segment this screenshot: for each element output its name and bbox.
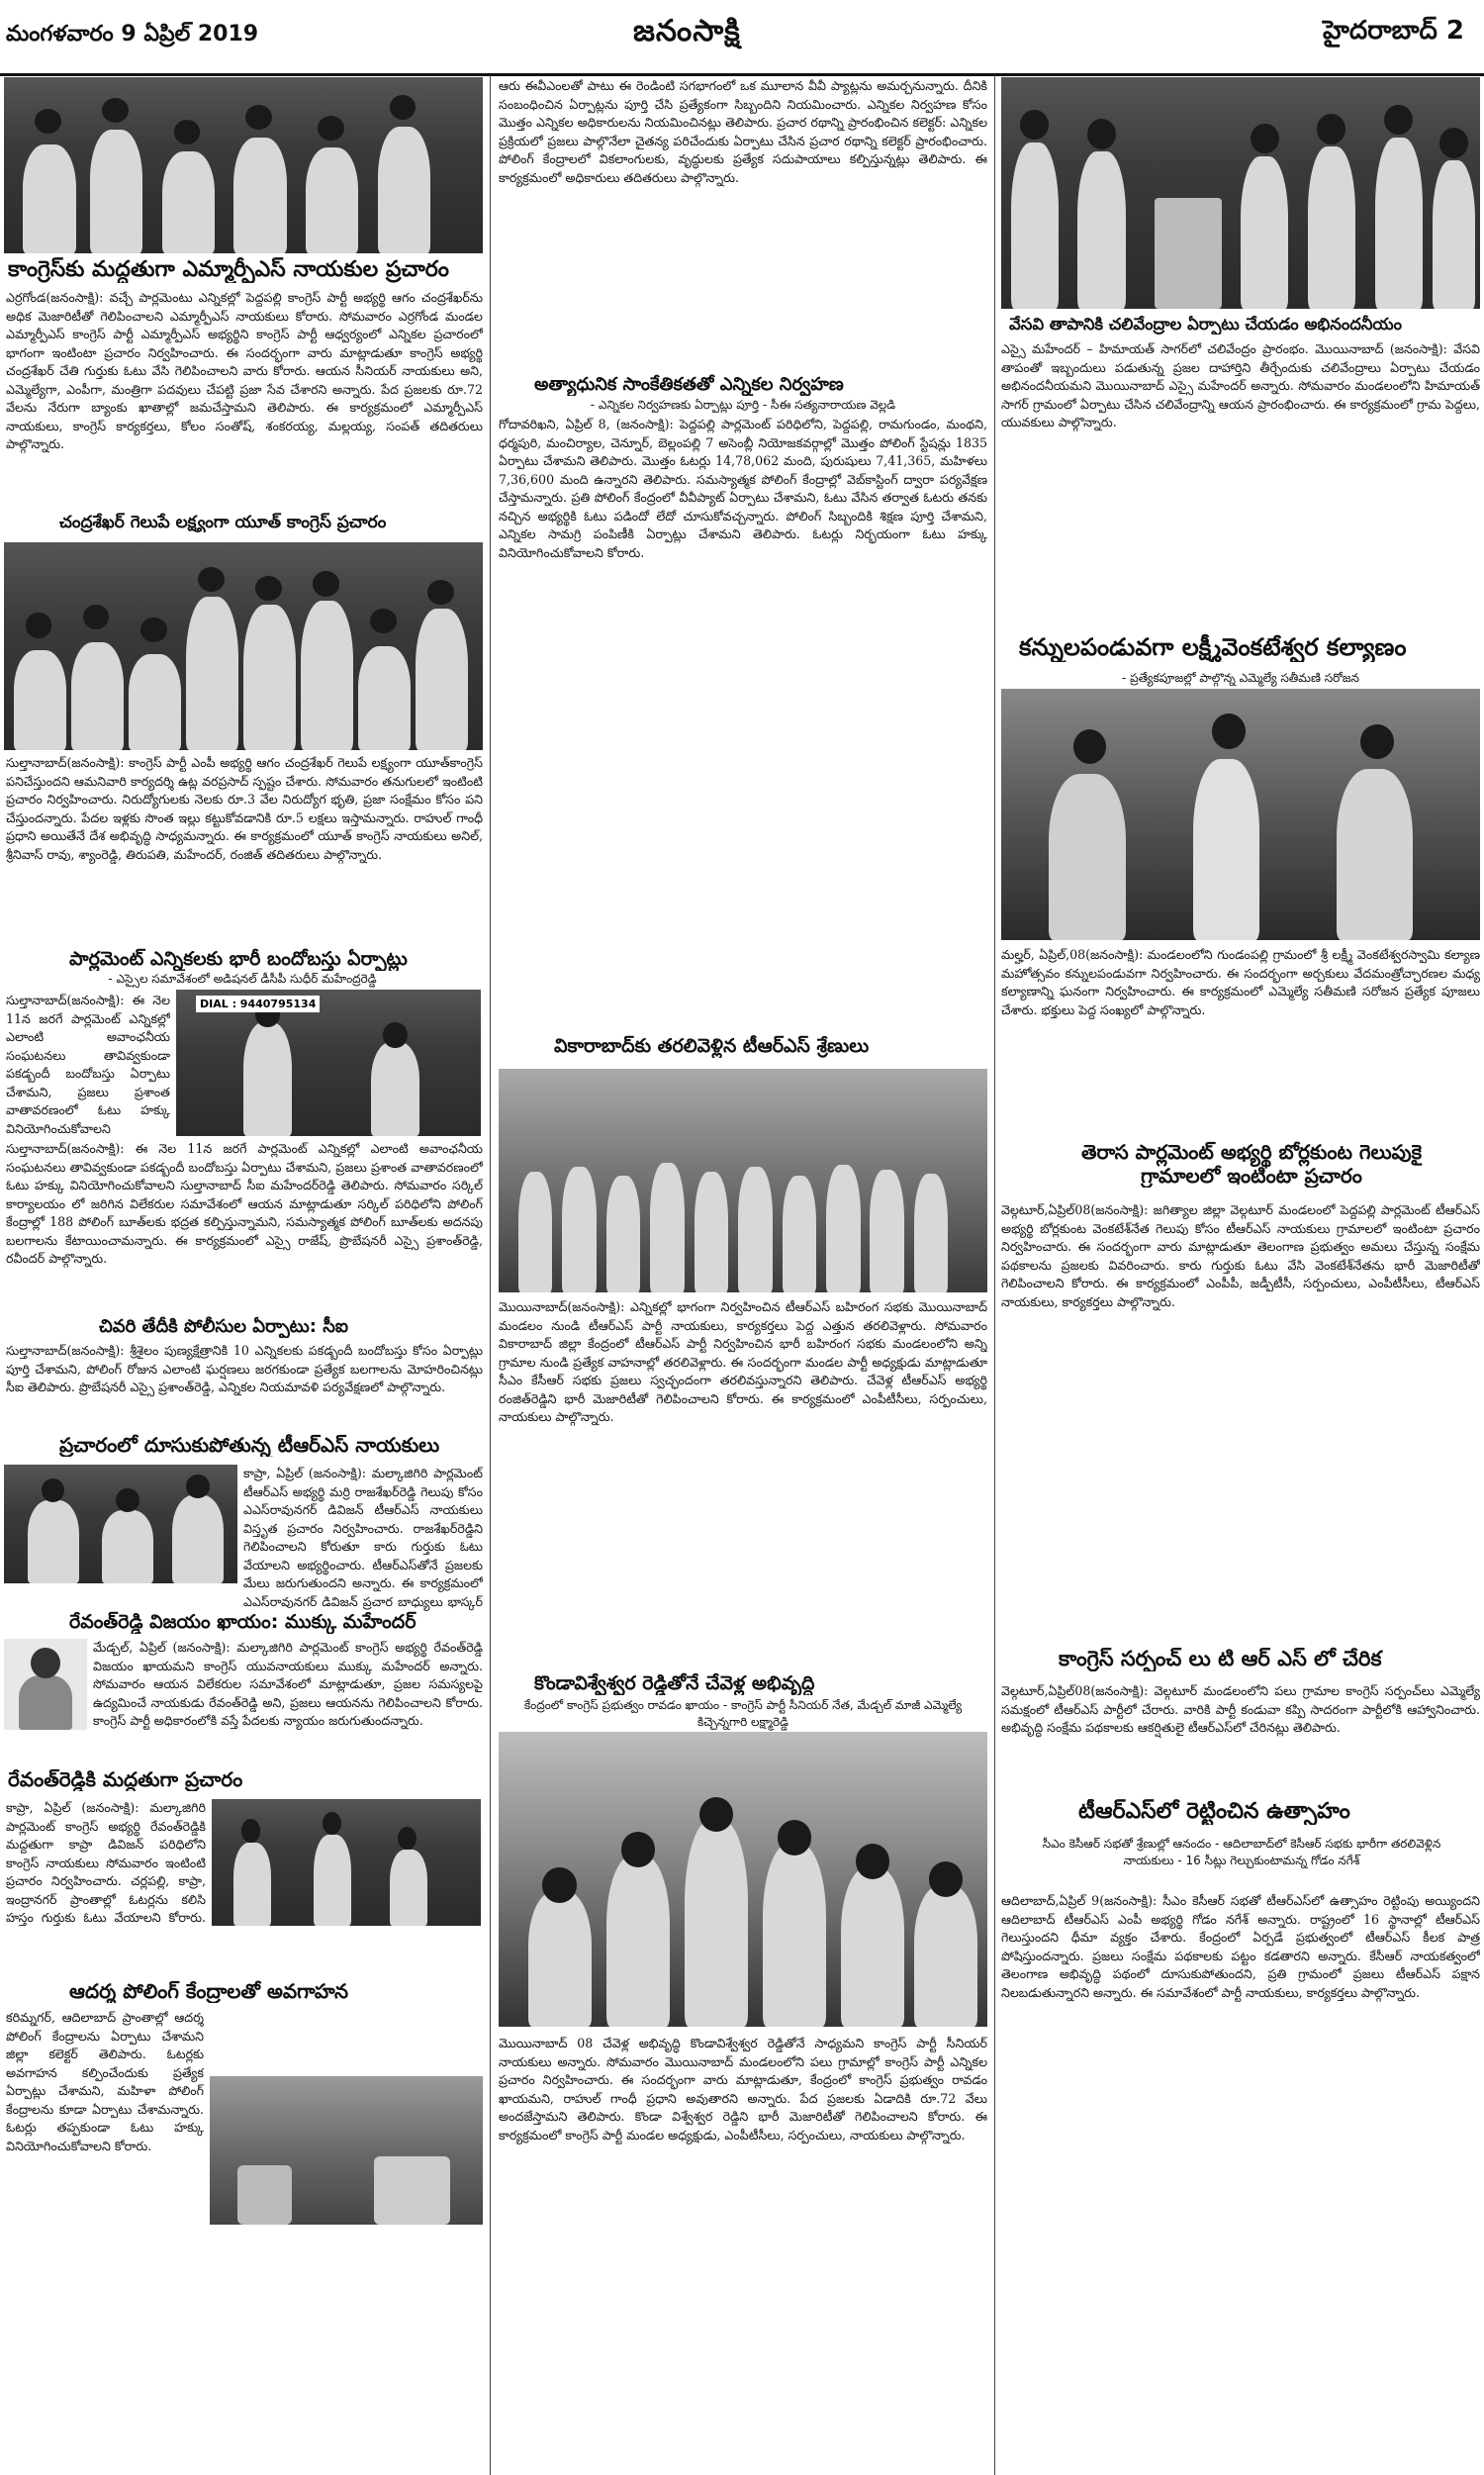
column-divider	[490, 75, 491, 2475]
edition-page-number: హైదరాబాద్ 2	[1323, 16, 1464, 46]
article-headline: అత్యాధునిక సాంకేతికతతో ఎన్నికల నిర్వహణ	[534, 374, 844, 395]
news-photo	[1001, 689, 1480, 940]
article-headline: రేవంత్‌రెడ్డికి మద్దతుగా ప్రచారం	[8, 1767, 243, 1791]
page-header	[0, 0, 1484, 76]
article-body: సుల్తానాబాద్(జనంసాక్షి): కాంగ్రెస్ పార్టీ ఎంపీ అభ్యర్థి ఆగం చంద్రశేఖర్ గెలుపే లక్ష్యంగా యూత్‌కాంగ్రెస్ పనిచేస్తుందని ఆమనివారి కార్యదర్శి ఉట్ల వరప్రసాద్ స్పష్టం చేశారు. సోమవారం తనుగులలో ఇంటింటి ప్రచారం నిర్వహించారు. నిరుద్యోగులకు నెలకు రూ.3 వేల నిరుద్యోగ భృతి, ప్రజా సంక్షేమం కోసం పని చేస్తుందన్నారు. పేదల ఇళ్లకు సొంత ఇల్లు కట్టుకోవడానికి రూ.5 లక్షలు ఇస్తామన్నారు. రాహుల్ గాంధీ ప్రధాని అయితేనే దేశ అభివృద్ధి సాధ్యమన్నారు. ఈ కార్యక్రమంలో యూత్ కాంగ్రెస్ నాయకులు అనిల్, శ్రీనివాస్ రావు, శ్యాంరెడ్డి, తిరుపతి, మహేందర్, రంజిత్ తదితరులు పాల్గొన్నారు.	[6, 755, 483, 862]
article-body-continued: సుల్తానాబాద్(జనంసాక్షి): ఈ నెల 11న జరగే పార్లమెంట్ ఎన్నికల్లో ఎలాంటి అవాంఛనీయ సంఘటనలు తావివ్వకుండా పకడ్బందీ బందోబస్తు ఏర్పాటు చేశామని, ప్రజలు ప్రశాంత వాతావరణంలో ఓటు హక్కు వినియోగించుకోవాలని సుల్తానాబాద్ సీఐ మహేందర్‌రెడ్డి తెలిపారు. సోమవారం సర్కిల్ కార్యాలయం లో జరిగిన విలేకరుల సమావేశంలో ఆయన మాట్లాడుతూ సర్కిల్ పరిధిలోని పోలింగ్ కేంద్రాల్లో 188 పోలింగ్ బూత్‌లకు భద్రత కల్పిస్తున్నామని, సమస్యాత్మక పోలింగ్ బూత్‌లకు అదనపు బలగాలను కేటాయించామన్నారు. ఈ కార్యక్రమంలో ఎస్సై రాజేష్, ప్రొబేషనరీ ఎస్సై ప్రశాంత్‌రెడ్డి, రవీందర్ పాల్గొన్నారు.	[6, 1141, 483, 1266]
news-photo	[212, 1799, 481, 1926]
article-subhead: - ఎస్సైల సమావేశంలో అడిషనల్ డీసీపీ సుధీర్ మహేంద్రరెడ్డి	[108, 972, 377, 986]
article-headline: రేవంత్‌రెడ్డి విజయం ఖాయం: ముక్కు మహేందర్	[69, 1611, 417, 1633]
article-headline: కాంగ్రెస్‌కు మద్దతుగా ఎమ్మార్పీఎస్ నాయకుల ప్రచారం	[8, 257, 449, 282]
news-photo	[1001, 77, 1480, 309]
article-subhead: - ఎన్నికల నిర్వహణకు ఏర్పాట్లు పూర్తి - సీఈ సత్యనారాయణ వెల్లడి	[590, 398, 896, 412]
article-headline: చివరి తేదీకి పోలీసుల ఏర్పాటు: సీఐ	[99, 1316, 348, 1337]
article-headline: వేసవి తాపానికి చలివేంద్రాల ఏర్పాటు చేయడం అభినందనీయం	[1009, 315, 1403, 333]
article-body: మల్హర్, ఏప్రిల్,08(జనంసాక్షి): మండలంలోని గుండంపల్లి గ్రామంలో శ్రీ లక్ష్మీ వెంకటేశ్వరస్వామి కల్యాణ మహోత్సవం కన్నులపండువగా నిర్వహించారు. ఈ సందర్భంగా అర్చకులు వేదమంత్రోచ్ఛారణల మధ్య కల్యాణాన్ని ఘనంగా నిర్వహించారు. ఈ కార్యక్రమంలో ఎమ్మెల్యే సతీమణి సరోజన ప్రత్యేక పూజలు చేశారు. భక్తులు పెద్ద సంఖ్యలో పాల్గొన్నారు.	[1001, 947, 1480, 1017]
issue-date: మంగళవారం 9 ఏప్రిల్ 2019	[6, 22, 259, 47]
news-photo	[499, 1069, 987, 1292]
article-body: సుల్తానాబాద్(జనంసాక్షి): శ్రీశైలం పుణ్యక్షేత్రానికి 10 ఎన్నికలకు పకడ్బందీ బందోబస్తు కోసం ఏర్పాట్లు పూర్తి చేశామని, పోలింగ్ రోజున ఎలాంటి ఘర్షణలు జరగకుండా ప్రత్యేక బలగాలను మోహరించినట్లు సీఐ తెలిపారు. ప్రొబేషనరీ ఎస్సై ప్రశాంత్‌రెడ్డి, ఎన్నికల నియమావళి పర్యవేక్షణలో పాల్గొన్నారు.	[6, 1343, 483, 1394]
article-subhead: సీఎం కెసీఆర్ సభతో శ్రేణుల్లో ఆనందం - ఆదిలాబాద్‌లో కెసీఆర్ సభకు భారీగా తరలివెళ్లిన నాయకులు - 16 సీట్లు గెల్చుకుంటామన్న గోడం నగేశ్	[1042, 1837, 1441, 1867]
article-headline: టీఆర్ఎస్‌లో రెట్టించిన ఉత్సాహం	[1078, 1799, 1350, 1824]
article-body: ఆరు ఈవీఎంలతో పాటు ఈ రెండింటి సగభాగంలో ఒక మూలాన వీవీ ప్యాట్లను అమర్చనున్నారు. దీనికి సంబంధించిన ఏర్పాట్లను పూర్తి చేసి ప్రత్యేకంగా సిబ్బందిని నియమించారు. ఎన్నికల నిర్వహణ కోసం మొత్తం ఎన్నికల అధికారులను నియమించినట్లు తెలిపారు. ప్రచార రథాన్ని ప్రారంభించిన కలెక్టర్: ఎన్నికల ప్రక్రియలో ప్రజలు పాల్గొనేలా చైతన్య పరిచేందుకు ఏర్పాటు చేసిన ప్రచార రథాన్ని కలెక్టర్ ప్రారంభించారు. పోలింగ్ కేంద్రాలలో వికలాంగులకు, వృద్ధులకు ప్రత్యేక సదుపాయాలు కల్పిస్తున్నట్లు తెలిపారు. ఈ కార్యక్రమంలో అధికారులు తదితరులు పాల్గొన్నారు.	[499, 78, 987, 185]
article-headline: చంద్రశేఖర్ గెలుపే లక్ష్యంగా యూత్ కాంగ్రెస్ ప్రచారం	[59, 513, 387, 532]
article-body: సుల్తానాబాద్(జనంసాక్షి): ఈ నెల 11న జరగే పార్లమెంట్ ఎన్నికల్లో ఎలాంటి అవాంఛనీయ సంఘటనలు తావివ్వకుండా పకడ్బందీ బందోబస్తు ఏర్పాటు చేశామని, ప్రజలు ప్రశాంత వాతావరణంలో ఓటు హక్కు వినియోగించుకోవాలని	[6, 993, 170, 1136]
portrait-photo	[4, 1639, 87, 1730]
article-headline: పార్లమెంట్ ఎన్నికలకు భారీ బందోబస్తు ఏర్పాట్లు	[69, 948, 408, 970]
article-headline: కాంగ్రెస్ సర్పంచ్ లు టి ఆర్ ఎస్ లో చేరిక	[1059, 1647, 1382, 1670]
news-photo	[176, 990, 481, 1136]
article-body: మేడ్చల్, ఏప్రిల్ (జనంసాక్షి): మల్కాజిగిరి పార్లమెంట్ కాంగ్రెస్ అభ్యర్థి రేవంత్‌రెడ్డి విజయం ఖాయమని కాంగ్రెస్ యువనాయకులు ముక్కు మహేందర్ అన్నారు. సోమవారం ఆయన విలేకరుల సమావేశంలో మాట్లాడుతూ, ప్రజల సమస్యలపై ఉద్యమించే నాయకుడు రేవంత్‌రెడ్డి అని, ప్రజలు ఆయనను గెలిపించాలని కోరారు. కాంగ్రెస్ పార్టీ అధికారంలోకి వస్తే పేదలకు న్యాయం జరుగుతుందన్నారు.	[93, 1640, 483, 1728]
news-photo	[499, 1732, 987, 2027]
news-photo	[210, 2076, 483, 2225]
article-body: మొయినాబాద్(జనంసాక్షి): ఎన్నికల్లో భాగంగా నిర్వహించిన టీఆర్ఎస్ బహిరంగ సభకు మొయినాబాద్ మండలం నుండి టీఆర్ఎస్ పార్టీ నాయకులు, కార్యకర్తలు పెద్ద ఎత్తున తరలివెళ్లారు. సోమవారం వికారాబాద్ జిల్లా కేంద్రంలో టీఆర్ఎస్ పార్టీ నిర్వహించిన భారీ బహిరంగ సభకు మండలంలోని అన్ని గ్రామాల నుండి ప్రత్యేక వాహనాల్లో తరలివెళ్లారు. ఈ సందర్భంగా మండల పార్టీ అధ్యక్షుడు మాట్లాడుతూ సీఎం కేసీఆర్ సభకు ప్రజలు స్వచ్ఛందంగా తరలివస్తున్నారని తెలిపారు. చేవెళ్ల టీఆర్ఎస్ అభ్యర్థి రంజిత్‌రెడ్డిని భారీ మెజారిటీతో గెలిపించాలని కోరారు. ఈ కార్యక్రమంలో ఎంపీటీసీలు, సర్పంచులు, నాయకులు పాల్గొన్నారు.	[499, 1299, 987, 1424]
article-headline: వికారాబాద్‌కు తరలివెళ్లిన టీఆర్ఎస్ శ్రేణులు	[554, 1035, 870, 1057]
masthead-logo: జనంసాక్షి	[633, 14, 741, 48]
article-body: ఎస్సై మహేందర్‌ – హిమాయత్ సాగర్‌లో చలివేంద్రం ప్రారంభం. మొయినాబాద్ (జనంసాక్షి): వేసవి తాపంతో ఇబ్బందులు పడుతున్న ప్రజల దాహార్తిని తీర్చేందుకు చలివేంద్రాలు ఏర్పాటు చేయడం అభినందనీయమని మొయినాబాద్ ఎస్సై మహేందర్ అన్నారు. సోమవారం మండలంలోని హిమాయత్ సాగర్ గ్రామంలో ఏర్పాటు చేసిన చలివేంద్రాన్ని ఆయన ప్రారంభించారు. ఈ కార్యక్రమంలో గ్రామ పెద్దలు, యువకులు పాల్గొన్నారు.	[1001, 341, 1480, 429]
article-body: వెల్గటూర్,ఏప్రిల్08(జనంసాక్షి): జగిత్యాల జిల్లా వెల్గటూర్ మండలంలో పెద్దపల్లి పార్లమెంట్ టీఆర్ఎస్ అభ్యర్థి బోర్లకుంట వెంకటేశ్‌నేత గెలుపు కోసం టీఆర్ఎస్ నాయకులు గ్రామాలలో ఇంటింటా ప్రచారం నిర్వహించారు. ఈ సందర్భంగా వారు మాట్లాడుతూ తెలంగాణ ప్రభుత్వం అమలు చేస్తున్న సంక్షేమ పథకాలను ప్రజలకు వివరించారు. కారు గుర్తుకు ఓటు వేసి వెంకటేశ్‌నేతను భారీ మెజారిటీతో గెలిపించాలని కోరారు. ఈ కార్యక్రమంలో ఎంపీపీ, జడ్పీటీసీ, సర్పంచులు, ఎంపీటీసీలు, టీఆర్ఎస్ నాయకులు, కార్యకర్తలు పాల్గొన్నారు.	[1001, 1202, 1480, 1309]
article-body: వెల్గటూర్,ఏప్రిల్08(జనంసాక్షి): వెల్గటూర్ మండలంలోని పలు గ్రామాల కాంగ్రెస్ సర్పంచ్‌లు ఎమ్మెల్యే సమక్షంలో టీఆర్ఎస్ పార్టీలో చేరారు. వారికి పార్టీ కండువా కప్పి సాదరంగా పార్టీలోకి ఆహ్వానించారు. అభివృద్ధి సంక్షేమ పథకాలకు ఆకర్షితులై టీఆర్ఎస్‌లో చేరినట్లు తెలిపారు.	[1001, 1683, 1480, 1735]
article-body: కరిమ్నగర్, ఆదిలాబాద్ ప్రాంతాల్లో ఆదర్శ పోలింగ్ కేంద్రాలను ఏర్పాటు చేశామని జిల్లా కలెక్టర్ తెలిపారు. ఓటర్లకు అవగాహన కల్పించేందుకు ప్రత్యేక ఏర్పాట్లు చేశామని, మహిళా పోలింగ్ కేంద్రాలను కూడా ఏర్పాటు చేశామన్నారు. ఓటర్లు తప్పకుండా ఓటు హక్కు వినియోగించుకోవాలని కోరారు.	[6, 2010, 204, 2153]
article-body: ఎర్రగోండ(జనంసాక్షి): వచ్చే పార్లమెంటు ఎన్నికల్లో పెద్దపల్లి కాంగ్రెస్ పార్టీ అభ్యర్థి ఆగం చంద్రశేఖర్‌ను అధిక మెజారిటీతో గెలిపించాలని ఎమ్మార్పీఎస్ నాయకులు కోరారు. సోమవారం ఎర్రగోండ మండల ఎమ్మార్పీఎస్ కాంగ్రెస్ పార్టీ ఎమ్మార్పీఎస్ అభ్యర్థిని కాంగ్రెస్ పార్టీ ఆధ్వర్యంలో ఎన్నికల ప్రచారంలో భాగంగా ఇంటింటా ప్రచారం నిర్వహించారు. ఈ సందర్భంగా వారు మాట్లాడుతూ కాంగ్రెస్ అభ్యర్థి చంద్రశేఖర్ చేతి గుర్తుకు ఓటు వేసి గెలిపించాలని వారు కోరారు. ఆయన సీనియర్ నాయకులు అని, ఎమ్మెల్యేగా, ఎంపీగా, మంత్రిగా పదవులు చేపట్టి ప్రజా సేవ చేశారని అన్నారు. పేద ప్రజలకు రూ.72 వేలను నేరుగా బ్యాంకు ఖాతాల్లో జమచేస్తామని తెలిపారు. ఈ కార్యక్రమంలో ఎమ్మార్పీఎస్ నాయకులు, కాంగ్రెస్ కార్యకర్తలు, కోలం సంతోష్, శంకరయ్య, మల్లయ్య, సంపత్ తదితరులు పాల్గొన్నారు.	[6, 290, 483, 451]
article-body: ఆదిలాబాద్,ఏప్రిల్ 9(జనంసాక్షి): సీఎం కెసీఆర్ సభతో టీఆర్ఎస్‌లో ఉత్సాహం రెట్టింపు అయ్యిందని ఆదిలాబాద్ టీఆర్ఎస్ ఎంపీ అభ్యర్థి గోడం నగేశ్ అన్నారు. రాష్ట్రంలో 16 స్థానాల్లో టీఆర్ఎస్ గెలుస్తుందని ధీమా వ్యక్తం చేశారు. కేంద్రంలో ఏర్పడే ప్రభుత్వంలో టీఆర్ఎస్ కీలక పాత్ర పోషిస్తుందన్నారు. ప్రజలు సంక్షేమ పథకాలకు పట్టం కడతారని అన్నారు. కేసీఆర్ నాయకత్వంలో తెలంగాణ అభివృద్ధి పథంలో దూసుకుపోతుందని, ప్రతి గ్రామంలో ప్రజలు టీఆర్ఎస్ పక్షాన నిలబడుతున్నారని అన్నారు. ఈ సమావేశంలో పార్టీ నాయకులు, కార్యకర్తలు పాల్గొన్నారు.	[1001, 1893, 1480, 2000]
column-divider	[994, 75, 995, 2475]
article-headline: కన్నులపండువగా లక్ష్మీవెంకటేశ్వర కల్యాణం	[1019, 633, 1407, 661]
news-photo	[4, 1465, 237, 1583]
article-subhead: - ప్రత్యేకపూజల్లో పాల్గొన్న ఎమ్మెల్యే సతీమణి సరోజన	[1122, 671, 1359, 685]
article-headline: తెరాస పార్లమెంట్ అభ్యర్థి బోర్లకుంట గెలుపుకై గ్రామాలలో ఇంటింటా ప్రచారం	[1080, 1140, 1423, 1188]
news-photo	[4, 542, 483, 750]
article-body: కాప్రా, ఏప్రిల్ (జనంసాక్షి): మల్కాజిగిరి పార్లమెంట్ టీఆర్ఎస్ అభ్యర్థి మర్రి రాజశేఖర్‌రెడ్డి గెలుపు కోసం ఎఎస్‌రావునగర్ డివిజన్ టీఆర్ఎస్ నాయకులు విస్తృత ప్రచారం నిర్వహించారు. రాజశేఖర్‌రెడ్డిని గెలిపించాలని కోరుతూ కారు గుర్తుకు ఓటు వేయాలని అభ్యర్థించారు. టీఆర్ఎస్‌తోనే ప్రజలకు మేలు జరుగుతుందని అన్నారు. ఈ కార్యక్రమంలో ఎఎస్‌రావునగర్ డివిజన్ ప్రచార బాధ్యులు భాస్కర్	[243, 1466, 483, 1609]
article-body: గోదావరిఖని, ఏప్రిల్ 8, (జనంసాక్షి): పెద్దపల్లి పార్లమెంట్ పరిధిలోని, పెద్దపల్లి, రామగుండం, మంథని, ధర్మపురి, మంచిర్యాల, చెన్నూర్, బెల్లంపల్లి 7 అసెంబ్లీ నియోజకవర్గాల్లో మొత్తం పోలింగ్ స్టేషన్లు 1835 ఏర్పాటు చేశామని తెలిపారు. మొత్తం ఓటర్లు 14,78,062 మంది, పురుషులు 7,41,365, మహిళలు 7,36,600 మంది ఉన్నారని తెలిపారు. సమస్యాత్మక పోలింగ్ కేంద్రాల్లో వెబ్‌కాస్టింగ్ ద్వారా పర్యవేక్షణ చేస్తామన్నారు. ప్రతి పోలింగ్ కేంద్రంలో వీవీప్యాట్‌ ఏర్పాటు చేశామని, ఓటు వేసిన తర్వాత ఓటరు తనకు నచ్చిన అభ్యర్థికి ఓటు పడిందో లేదో చూసుకోవచ్చన్నారు. పోలింగ్ సిబ్బందికి శిక్షణ పూర్తి చేశామని, ఎన్నికల సామగ్రి పంపిణీకి ఏర్పాట్లు చేశామని తెలిపారు. ఓటర్లు నిర్భయంగా ఓటు హక్కు వినియోగించుకోవాలని కోరారు.	[499, 417, 987, 560]
article-subhead: కేంద్రంలో కాంగ్రెస్ ప్రభుత్వం రావడం ఖాయం - కాంగ్రెస్ పార్టీ సీనియర్ నేత, మేడ్చల్ మాజీ ఎమ్మెల్యే కిచ్చెన్నగారి లక్ష్మారెడ్డి	[523, 1698, 963, 1729]
article-headline: ఆదర్శ పోలింగ్ కేంద్రాలతో అవగాహన	[69, 1979, 349, 2003]
article-headline: కొండావిశ్వేశ్వర రెడ్డితోనే చేవెళ్ల అభివృద్ధి	[534, 1672, 815, 1694]
article-body: కాప్రా, ఏప్రిల్ (జనంసాక్షి): మల్కాజిగిరి పార్లమెంట్ కాంగ్రెస్ అభ్యర్థి రేవంత్‌రెడ్డికి మద్దతుగా కాప్రా డివిజన్ పరిధిలోని కాంగ్రెస్ నాయకులు సోమవారం ఇంటింటి ప్రచారం నిర్వహించారు. చర్లపల్లి, కాప్రా, ఇంద్రానగర్ ప్రాంతాల్లో ఓటర్లను కలిసి హస్తం గుర్తుకు ఓటు వేయాలని కోరారు.	[6, 1800, 206, 1925]
article-headline: ప్రచారంలో దూసుకుపోతున్న టీఆర్ఎస్ నాయకులు	[59, 1433, 440, 1457]
article-body: మొయినాబాద్ 08 చేవెళ్ల అభివృద్ధి కొండావిశ్వేశ్వర రెడ్డితోనే సాధ్యమని కాంగ్రెస్ పార్టీ సీనియర్ నాయకులు అన్నారు. సోమవారం మొయినాబాద్ మండలంలోని పలు గ్రామాల్లో కాంగ్రెస్ పార్టీ ఎన్నికల ప్రచారం నిర్వహించారు. ఈ సందర్భంగా వారు మాట్లాడుతూ, కేంద్రంలో కాంగ్రెస్ ప్రభుత్వం రావడం ఖాయమని, రాహుల్ గాంధీ ప్రధాని అవుతారని అన్నారు. పేద ప్రజలకు ఏడాదికి రూ.72 వేలు అందజేస్తామని తెలిపారు. కొండా విశ్వేశ్వర రెడ్డిని భారీ మెజారిటీతో గెలిపించాలని కోరారు. ఈ కార్యక్రమంలో కాంగ్రెస్ పార్టీ మండల అధ్యక్షుడు, ఎంపీటీసీలు, సర్పంచులు, నాయకులు పాల్గొన్నారు.	[499, 2036, 987, 2142]
dial-number: DIAL : 9440795134	[196, 996, 320, 1012]
news-photo	[4, 77, 483, 253]
